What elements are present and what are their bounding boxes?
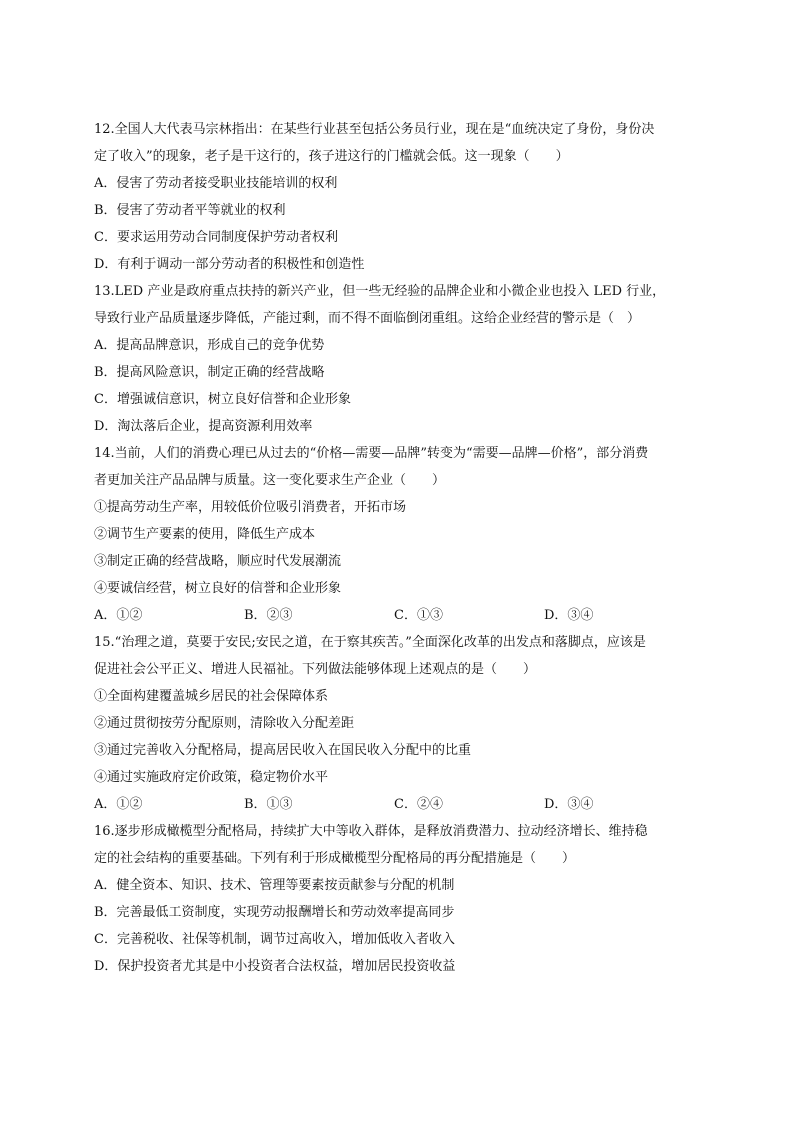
option-d: D．有利于调动一部分劳动者的积极性和创造性 bbox=[94, 257, 365, 272]
option-b: B．侵害了劳动者平等就业的权利 bbox=[94, 203, 286, 218]
choice-row bbox=[94, 602, 698, 629]
choice-row bbox=[94, 791, 698, 818]
choice-c: C．②④ bbox=[394, 797, 443, 812]
question-stem-line: 定的社会结构的重要基础。下列有利于形成橄榄型分配格局的再分配措施是（ ） bbox=[94, 851, 576, 866]
question-13 bbox=[94, 278, 698, 440]
choice-c: C．①③ bbox=[394, 608, 443, 623]
choice-b: B．②③ bbox=[244, 608, 293, 623]
question-stem-line: 12.全国人大代表马宗林指出：在某些行业甚至包括公务员行业，现在是“血统决定了身份，身份决 bbox=[94, 122, 655, 137]
option-a: A．健全资本、知识、技术、管理等要素按贡献参与分配的机制 bbox=[94, 878, 455, 893]
choice-d: D．③④ bbox=[544, 797, 594, 812]
choice-b: B．①③ bbox=[244, 797, 293, 812]
question-16 bbox=[94, 818, 698, 980]
question-stem-line: 促进社会公平正义、增进人民福祉。下列做法能够体现上述观点的是（ ） bbox=[94, 662, 537, 677]
statement-2: ②调节生产要素的使用，降低生产成本 bbox=[94, 527, 316, 542]
question-15 bbox=[94, 629, 698, 818]
statement-3: ③制定正确的经营战略，顺应时代发展潮流 bbox=[94, 554, 342, 569]
statement-1: ①提高劳动生产率，用较低价位吸引消费者，开拓市场 bbox=[94, 500, 407, 515]
option-c: C．完善税收、社保等机制，调节过高收入，增加低收入者收入 bbox=[94, 932, 455, 947]
option-b: B．提高风险意识，制定正确的经营战略 bbox=[94, 365, 325, 380]
question-stem-line: 导致行业产品质量逐步降低，产能过剩，而不得不面临倒闭重组。这给企业经营的警示是（ ） bbox=[94, 311, 641, 326]
question-stem-line: 者更加关注产品品牌与质量。这一变化要求生产企业（ ） bbox=[94, 473, 446, 488]
statement-2: ②通过贯彻按劳分配原则，清除收入分配差距 bbox=[94, 716, 355, 731]
question-stem-line: 16.逐步形成橄榄型分配格局，持续扩大中等收入群体，是释放消费潜力、拉动经济增长、维持稳 bbox=[94, 824, 648, 839]
choice-a: A．①② bbox=[94, 797, 143, 812]
question-14 bbox=[94, 440, 698, 629]
option-c: C．增强诚信意识，树立良好信誉和企业形象 bbox=[94, 392, 351, 407]
question-12 bbox=[94, 116, 698, 278]
option-d: D．淘汰落后企业，提高资源利用效率 bbox=[94, 419, 313, 434]
statement-4: ④通过实施政府定价政策，稳定物价水平 bbox=[94, 770, 329, 785]
option-a: A．提高品牌意识，形成自己的竞争优势 bbox=[94, 338, 325, 353]
statement-1: ①全面构建覆盖城乡居民的社会保障体系 bbox=[94, 689, 329, 704]
option-d: D．保护投资者尤其是中小投资者合法权益，增加居民投资收益 bbox=[94, 959, 456, 974]
option-c: C．要求运用劳动合同制度保护劳动者权利 bbox=[94, 230, 338, 245]
statement-3: ③通过完善收入分配格局，提高居民收入在国民收入分配中的比重 bbox=[94, 743, 472, 758]
option-b: B．完善最低工资制度，实现劳动报酬增长和劳动效率提高同步 bbox=[94, 905, 455, 920]
choice-a: A．①② bbox=[94, 608, 143, 623]
option-a: A．侵害了劳动者接受职业技能培训的权利 bbox=[94, 176, 338, 191]
question-stem-line: 14.当前，人们的消费心理已从过去的“价格—需要—品牌”转变为“需要—品牌—价格”，部分消费 bbox=[94, 446, 649, 461]
statement-4: ④要诚信经营，树立良好的信誉和企业形象 bbox=[94, 581, 342, 596]
choice-d: D．③④ bbox=[544, 608, 594, 623]
question-stem-line: 15.“治理之道，莫要于安民;安民之道，在于察其疾苦。”全面深化改革的出发点和落脚点，应该是 bbox=[94, 635, 646, 650]
question-stem-line: 定了收入”的现象，老子是干这行的，孩子进这行的门槛就会低。这一现象（ ） bbox=[94, 149, 569, 164]
question-stem-line: 13.LED 产业是政府重点扶持的新兴产业，但一些无经验的品牌企业和小微企业也投入 LED 行业， bbox=[94, 284, 666, 299]
